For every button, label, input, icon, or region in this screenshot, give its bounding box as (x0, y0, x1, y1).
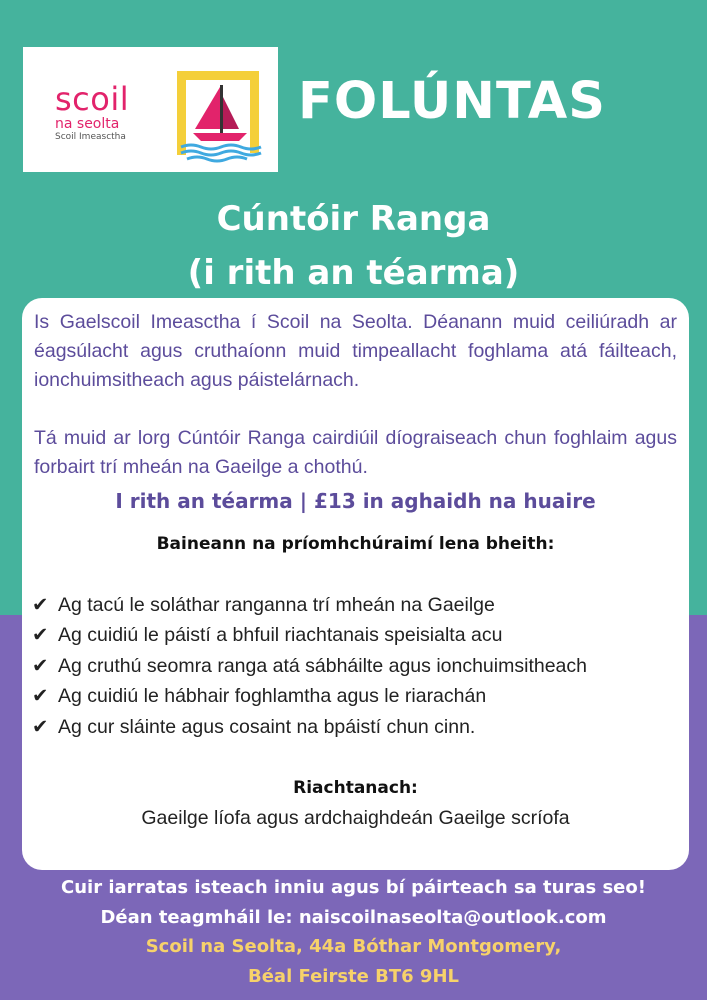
role-title-line-1: Cúntóir Ranga (216, 199, 491, 239)
duty-text: Ag cruthú seomra ranga atá sábháilte agus ionchuimsitheach (58, 654, 587, 677)
logo-name: scoil (55, 80, 130, 118)
duty-text: Ag cur sláinte agus cosaint na bpáistí chun cinn. (58, 715, 476, 738)
list-item (32, 651, 682, 681)
intro-text (34, 308, 677, 482)
call-to-action: Cuir iarratas isteach inniu agus bí páirteach sa turas seo! (61, 877, 646, 898)
role-title-line-2: (i rith an téarma) (187, 253, 520, 293)
list-item (32, 681, 682, 711)
duties-heading: Baineann na príomhchúraimí lena bheith: (156, 534, 555, 554)
role-title (0, 192, 707, 300)
duty-text: Ag cuidiú le hábhair foghlamtha agus le riarachán (58, 685, 487, 708)
address-line-2: Béal Feirste BT6 9HL (248, 965, 459, 987)
check-icon: ✔ (32, 715, 49, 738)
check-icon: ✔ (32, 594, 49, 616)
requirement-text: Gaeilge líofa agus ardchaighdeán Gaeilge scríofa (141, 807, 570, 829)
logo-wordmark (55, 80, 130, 143)
job-details-card (22, 298, 689, 870)
check-icon: ✔ (32, 654, 49, 677)
sailboat-crane-icon (173, 63, 273, 163)
list-item (32, 712, 682, 742)
duties-list (32, 590, 682, 742)
list-item (32, 620, 682, 650)
list-item (32, 590, 682, 620)
vacancy-headline: FOLÚNTAS (298, 72, 606, 131)
logo-subname: na seolta (55, 116, 120, 132)
intro-paragraph-2: Tá muid ar lorg Cúntóir Ranga cairdiúil díograiseach chun foghlaim agus forbairt trí mheán na Gaeilge a chothú. (34, 427, 677, 478)
address-line-1: Scoil na Seolta, 44a Bóthar Montgomery, (145, 936, 562, 957)
school-logo (23, 47, 278, 172)
logo-tagline: Scoil Imeasctha (55, 132, 126, 142)
check-icon: ✔ (32, 685, 49, 708)
requirement-heading: Riachtanach: (293, 778, 418, 798)
contact-line: Déan teagmháil le: naiscoilnaseolta@outlook.com (100, 906, 607, 928)
footer (0, 873, 707, 991)
check-icon: ✔ (32, 624, 49, 647)
intro-paragraph-1: Is Gaelscoil Imeasctha í Scoil na Seolta. Déanann muid ceiliúradh ar éagsúlacht agus cruthaíonn muid timpeallacht foghlama atá fáilteach, ionchuimsitheach agus páistelárnach. (34, 311, 677, 391)
pay-line: I rith an téarma | £13 in aghaidh na huaire (115, 489, 596, 513)
duty-text: Ag cuidiú le páistí a bhfuil riachtanais speisialta acu (58, 624, 503, 647)
duty-text: Ag tacú le soláthar ranganna trí mheán na Gaeilge (58, 594, 495, 616)
